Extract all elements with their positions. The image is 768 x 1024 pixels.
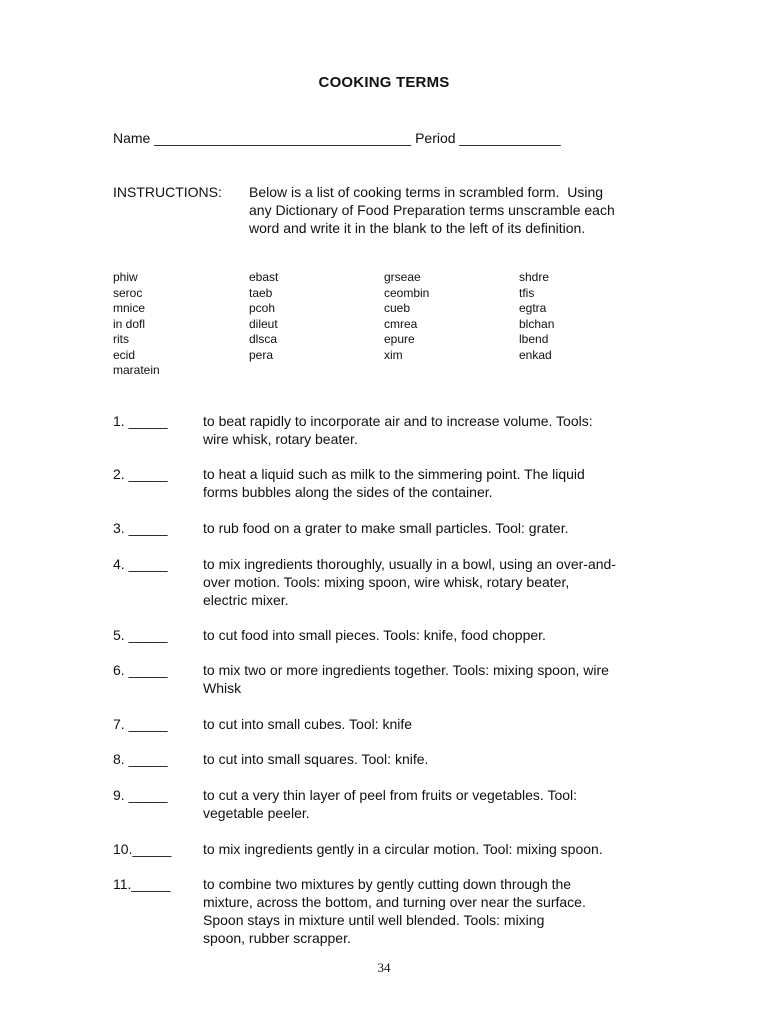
- definition-line: over motion. Tools: mixing spoon, wire whisk, rotary beater,: [203, 574, 570, 590]
- question-definition: [203, 840, 673, 858]
- question-definition: [203, 465, 673, 501]
- scrambled-word: rits: [113, 332, 129, 346]
- definition-line: to rub food on a grater to make small particles. Tool: grater.: [203, 520, 569, 536]
- definition-line: wire whisk, rotary beater.: [203, 431, 358, 447]
- definition-line: to mix ingredients gently in a circular motion. Tool: mixing spoon.: [203, 841, 603, 857]
- page-number: 34: [377, 960, 391, 975]
- definition-line: forms bubbles along the sides of the container.: [203, 484, 493, 500]
- definition-line: to mix two or more ingredients together. Tools: mixing spoon, wire: [203, 662, 609, 678]
- scrambled-word: ebast: [249, 270, 279, 284]
- question-definition: [203, 412, 673, 448]
- instructions-label: INSTRUCTIONS:: [113, 184, 222, 200]
- definition-line: to beat rapidly to incorporate air and to increase volume. Tools:: [203, 413, 593, 429]
- instructions-line: any Dictionary of Food Preparation terms unscramble each: [249, 202, 615, 218]
- question-number: 6. _____: [113, 662, 168, 678]
- question-number: 10._____: [113, 841, 172, 857]
- question-definition: [203, 750, 673, 768]
- scrambled-column-2: [249, 270, 278, 363]
- scrambled-word: lbend: [519, 332, 549, 346]
- definition-line: to cut a very thin layer of peel from fruits or vegetables. Tool:: [203, 787, 578, 803]
- scrambled-word: seroc: [113, 285, 143, 300]
- question-number: 11._____: [113, 876, 171, 892]
- scrambled-word: ceombin: [384, 285, 430, 300]
- scrambled-word: dlsca: [249, 332, 278, 346]
- scrambled-word: ecid: [113, 347, 136, 362]
- definition-line: to cut food into small pieces. Tools: knife, food chopper.: [203, 627, 546, 643]
- scrambled-word: maratein: [113, 363, 160, 377]
- scrambled-column-1: [113, 270, 160, 379]
- question-definition: [203, 786, 673, 822]
- scrambled-word: mnice: [113, 301, 146, 315]
- instructions-text: [249, 183, 615, 237]
- question-definition: [203, 715, 673, 733]
- question-number: 1. _____: [113, 413, 168, 429]
- name-period-line: Name _________________________________ Period _____________: [113, 130, 561, 146]
- question-number: 9. _____: [113, 787, 168, 803]
- scrambled-word: epure: [384, 332, 415, 346]
- question-number: 4. _____: [113, 556, 168, 572]
- scrambled-word: grseae: [384, 270, 421, 284]
- question-number: 5. _____: [113, 627, 168, 643]
- definition-line: spoon, rubber scrapper.: [203, 930, 351, 946]
- definition-line: mixture, across the bottom, and turning over near the surface.: [203, 894, 586, 910]
- scrambled-word: egtra: [519, 301, 547, 315]
- scrambled-word: pera: [249, 347, 274, 362]
- scrambled-word: shdre: [519, 270, 550, 284]
- scrambled-word: xim: [384, 347, 403, 362]
- question-definition: [203, 875, 673, 947]
- scrambled-word: in dofl: [113, 316, 146, 331]
- question-definition: [203, 519, 673, 537]
- question-number: 8. _____: [113, 751, 168, 767]
- scrambled-word: pcoh: [249, 301, 276, 315]
- scrambled-word: enkad: [519, 347, 552, 362]
- definition-line: Spoon stays in mixture until well blended. Tools: mixing: [203, 912, 545, 928]
- definition-line: to heat a liquid such as milk to the simmering point. The liquid: [203, 466, 585, 482]
- question-definition: [203, 555, 673, 609]
- scrambled-column-3: [384, 270, 429, 363]
- question-number: 3. _____: [113, 520, 168, 536]
- definition-line: electric mixer.: [203, 592, 289, 608]
- scrambled-word: dileut: [249, 316, 278, 331]
- scrambled-column-4: [519, 270, 554, 363]
- scrambled-word: taeb: [249, 285, 273, 300]
- definition-line: to cut into small squares. Tool: knife.: [203, 751, 429, 767]
- definition-line: to combine two mixtures by gently cutting down through the: [203, 876, 572, 892]
- definition-line: to cut into small cubes. Tool: knife: [203, 716, 413, 732]
- question-definition: [203, 626, 673, 644]
- scrambled-word: cmrea: [384, 316, 418, 331]
- page-title: COOKING TERMS: [318, 74, 450, 91]
- scrambled-word: blchan: [519, 316, 555, 331]
- question-number: 2. _____: [113, 466, 168, 482]
- definition-line: to mix ingredients thoroughly, usually in a bowl, using an over-and-: [203, 556, 616, 572]
- definition-line: Whisk: [203, 680, 242, 696]
- scrambled-word: cueb: [384, 301, 411, 315]
- scrambled-word: phiw: [113, 270, 138, 284]
- question-definition: [203, 661, 673, 697]
- question-number: 7. _____: [113, 716, 168, 732]
- definition-line: vegetable peeler.: [203, 805, 310, 821]
- scrambled-word: tfis: [519, 285, 535, 300]
- instructions-line: word and write it in the blank to the left of its definition.: [249, 220, 586, 236]
- instructions-line: Below is a list of cooking terms in scrambled form. Using: [249, 184, 604, 200]
